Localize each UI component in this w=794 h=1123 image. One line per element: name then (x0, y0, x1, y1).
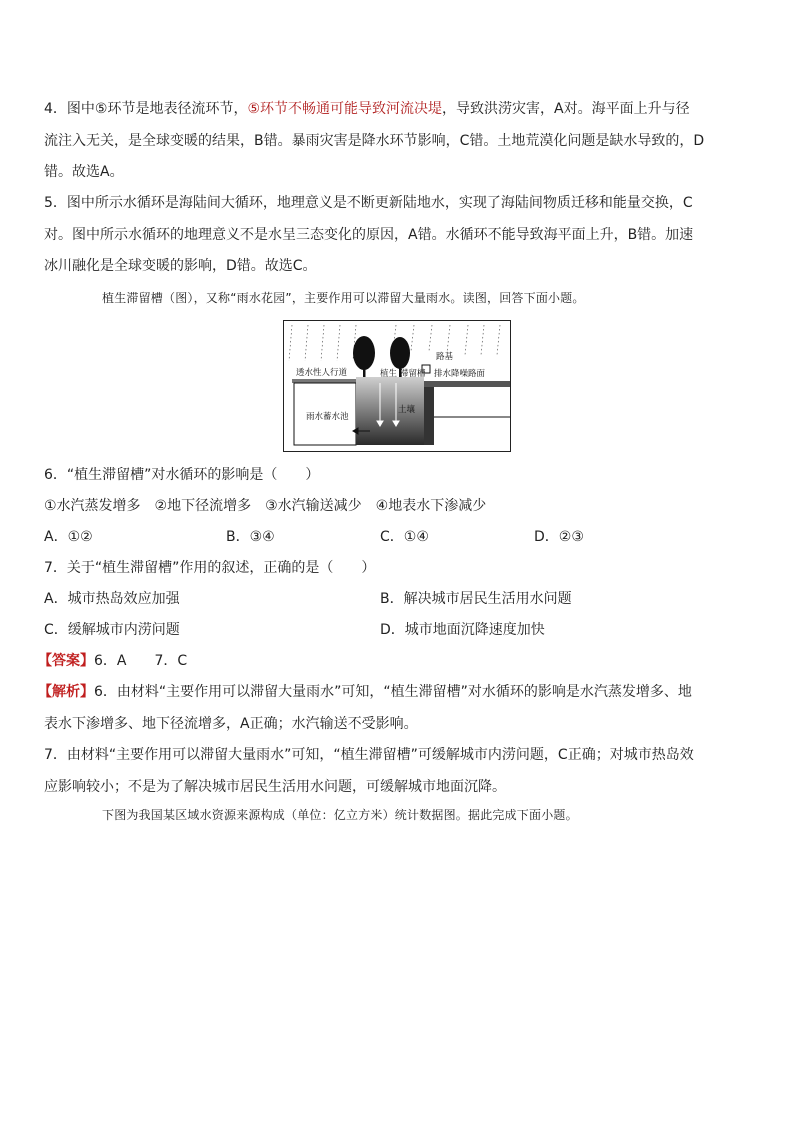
analysis-line3: 7．由材料“主要作用可以滞留大量雨水”可知，“植生滞留槽”可缓解城市内涝问题，C正确；对城市热岛效 (44, 747, 694, 763)
exp5-line2: 对。图中所示水循环的地理意义不是水呈三态变化的原因，A错。水循环不能导致海平面上升，B错。加速 (44, 226, 694, 243)
exp4-line3: 错。故选A。 (44, 164, 124, 180)
q6-option-a[interactable]: A．①② (44, 529, 93, 545)
label-curb: 路基 (436, 352, 454, 362)
q7-stem: 7．关于“植生滞留槽”作用的叙述，正确的是（ ） (44, 560, 376, 576)
label-tank: 雨水蓄水池 (306, 412, 349, 422)
exp4-line2: 流注入无关，是全球变暖的结果，B错。暴雨灾害是降水环节影响，C错。土地荒漠化问题是缺水导致的，D (44, 132, 705, 149)
rain-garden-diagram (284, 321, 510, 451)
answer-line (38, 646, 187, 676)
exp4-line1-a: 4．图中⑤环节是地表径流环节， (44, 101, 248, 117)
explanation-4 (44, 94, 750, 189)
q6-option-b[interactable]: B．③④ (226, 529, 275, 545)
label-slot: 滞留槽 (400, 369, 426, 379)
explanation-5 (44, 188, 750, 283)
q7-option-a[interactable]: A．城市热岛效应加强 (44, 591, 180, 607)
q7-option-b[interactable]: B．解决城市居民生活用水问题 (380, 591, 572, 607)
q6-option-d[interactable]: D．②③ (534, 529, 584, 545)
analysis (38, 677, 750, 803)
q7-option-c[interactable]: C．缓解城市内涝问题 (44, 622, 180, 638)
intro-rain-garden: 植生滞留槽（图），又称“雨水花园”，主要作用可以滞留大量雨水。读图，回答下面小题。 (102, 291, 585, 305)
exp4-line1-red: ⑤环节不畅通可能导致河流决堤 (247, 101, 443, 117)
q7-option-d[interactable]: D．城市地面沉降速度加快 (380, 622, 545, 638)
answer-text: 6．A 7．C (94, 653, 188, 669)
label-drain-road: 排水降噪路面 (434, 369, 486, 379)
answer-tag: 【答案】 (38, 653, 94, 669)
intro-water-resources: 下图为我国某区域水资源来源构成（单位：亿立方米）统计数据图。据此完成下面小题。 (102, 808, 578, 822)
exp5-line1: 5．图中所示水循环是海陆间大循环，地理意义是不断更新陆地水，实现了海陆间物质迁移和能量交换，C (44, 195, 693, 211)
analysis-tag: 【解析】 (38, 684, 94, 700)
q6-option-c[interactable]: C．①④ (380, 529, 429, 545)
q6-statements: ①水汽蒸发增多 ②地下径流增多 ③水汽输送减少 ④地表水下渗减少 (44, 498, 487, 514)
rain-garden-figure (283, 320, 511, 452)
analysis-line1: 6．由材料“主要作用可以滞留大量雨水”可知，“植生滞留槽”对水循环的影响是水汽蒸发增多、地 (94, 684, 692, 700)
q6-stem: 6．“植生滞留槽”对水循环的影响是（ ） (44, 467, 320, 483)
label-soil: 土壤 (398, 405, 416, 415)
analysis-line2: 表水下渗增多、地下径流增多，A正确；水汽输送不受影响。 (44, 715, 418, 732)
exp4-line1-b: ，导致洪涝灾害，A对。海平面上升与径 (442, 101, 690, 117)
exp5-line3: 冰川融化是全球变暖的影响，D错。故选C。 (44, 258, 317, 274)
label-plant: 植生 (380, 369, 398, 379)
analysis-line4: 应影响较小；不是为了解决城市居民生活用水问题，可缓解城市地面沉降。 (44, 778, 506, 795)
label-sidewalk: 透水性人行道 (296, 368, 348, 378)
